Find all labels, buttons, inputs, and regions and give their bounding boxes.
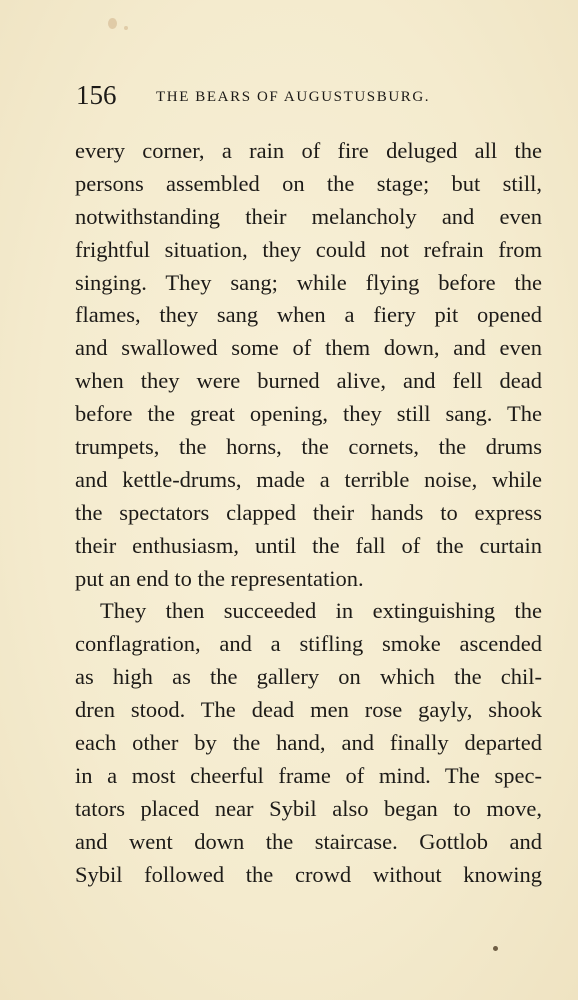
- page-number: 156: [76, 80, 117, 110]
- text-line: Sybil followed the crowd without knowing: [75, 861, 542, 887]
- text-line: when they were burned alive, and fell dead: [75, 368, 542, 394]
- text-line: the spectators clapped their hands to express: [75, 499, 542, 525]
- text-line: before the great opening, they still sang. The: [75, 401, 542, 427]
- running-title: THE BEARS OF AUGUSTUSBURG.: [156, 89, 431, 105]
- text-line: tators placed near Sybil also began to move,: [75, 795, 542, 821]
- page-stain: [108, 18, 117, 29]
- text-line: singing. They sang; while flying before the: [75, 269, 542, 295]
- text-line: dren stood. The dead men rose gayly, shook: [75, 697, 542, 723]
- running-header: [76, 78, 546, 114]
- text-line: flames, they sang when a fiery pit opened: [75, 302, 542, 328]
- text-line: put an end to the representation.: [75, 565, 364, 591]
- text-line: conflagration, and a stifling smoke ascended: [75, 631, 542, 657]
- text-line: and went down the staircase. Gottlob and: [75, 828, 542, 854]
- text-line: as high as the gallery on which the chil-: [75, 664, 542, 690]
- text-line: and kettle-drums, made a terrible noise, while: [75, 466, 542, 492]
- text-line: notwithstanding their melancholy and even: [75, 203, 542, 229]
- text-line: every corner, a rain of fire deluged all the: [75, 138, 542, 163]
- body-text: [75, 135, 542, 891]
- text-line: each other by the hand, and finally departed: [75, 730, 542, 756]
- text-line: in a most cheerful frame of mind. The spec-: [75, 762, 542, 788]
- text-line: They then succeeded in extinguishing the: [100, 598, 542, 624]
- text-line: frightful situation, they could not refrain from: [75, 236, 542, 262]
- text-line: persons assembled on the stage; but still,: [75, 170, 542, 196]
- ink-dot: [493, 946, 498, 951]
- text-line: and swallowed some of them down, and even: [75, 335, 542, 361]
- page-stain: [124, 26, 128, 30]
- text-line: their enthusiasm, until the fall of the curtain: [75, 532, 542, 558]
- text-line: trumpets, the horns, the cornets, the drums: [75, 434, 542, 460]
